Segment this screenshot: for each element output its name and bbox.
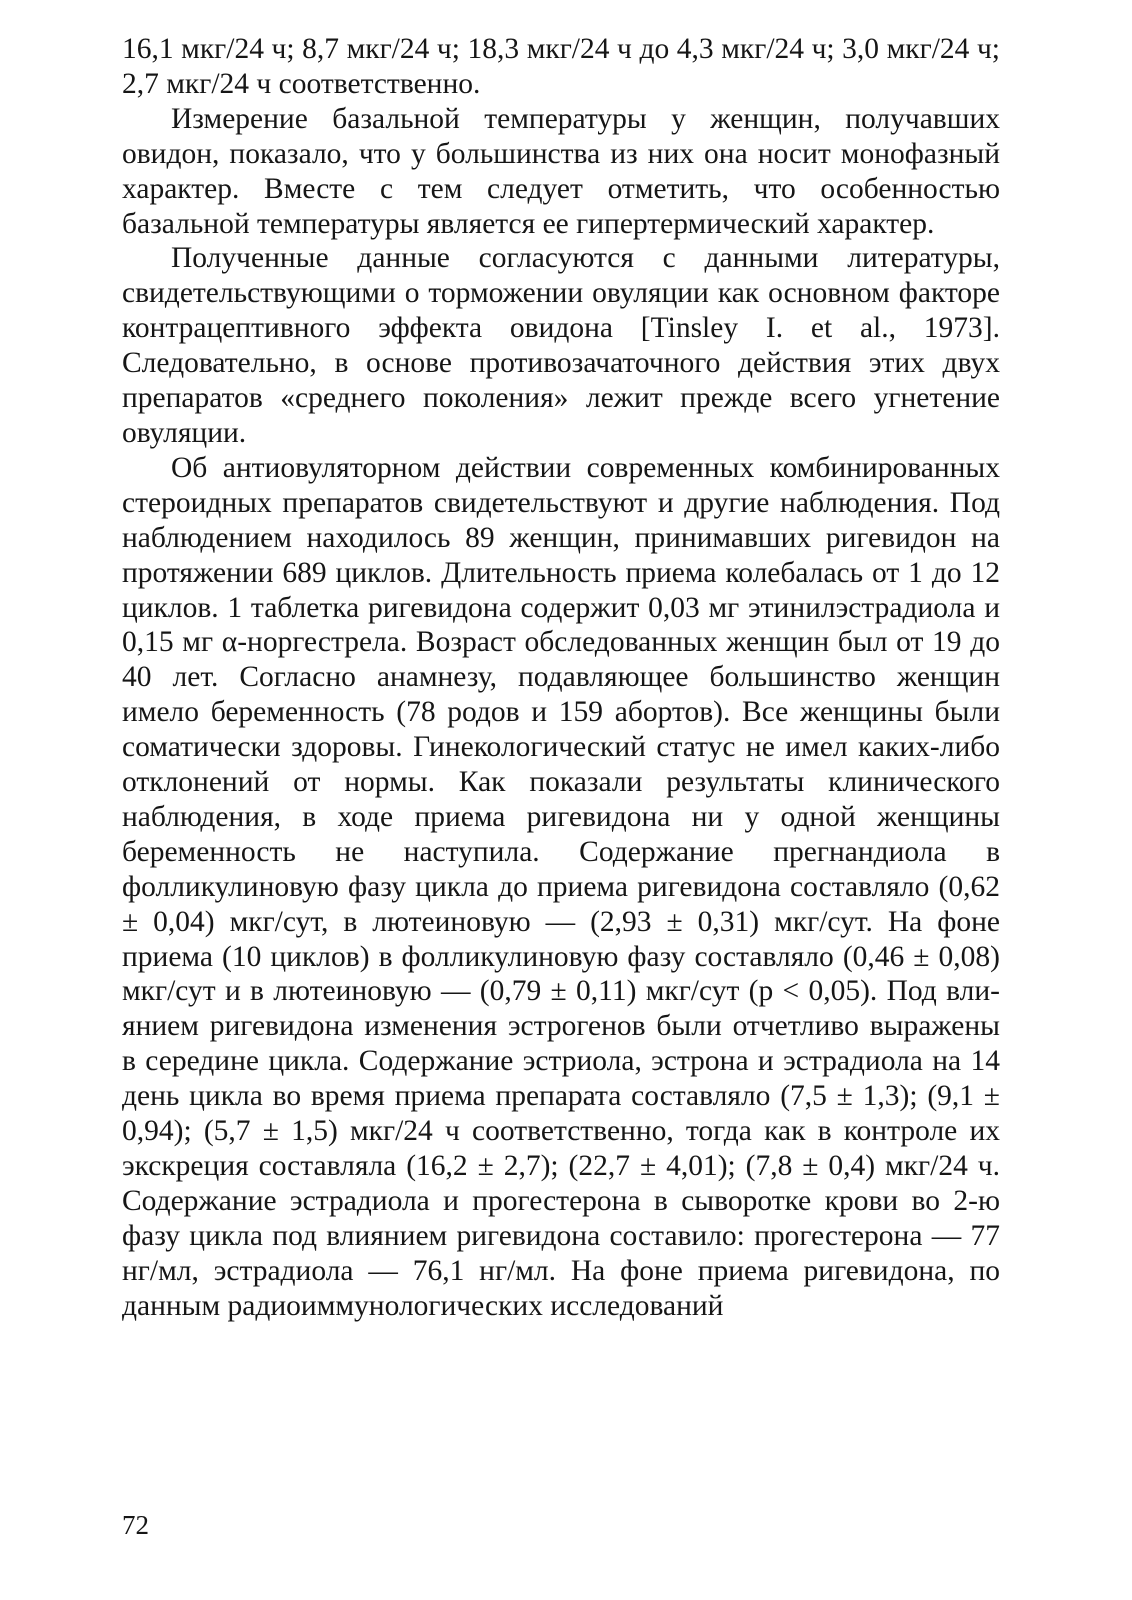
- paragraph-continuation: 16,1 мкг/24 ч; 8,7 мкг/24 ч; 18,3 мкг/24 ч до 4,3 мкг/24 ч; 3,0 мкг/24 ч; 2,7 мкг/24 ч соответственно.: [122, 33, 1000, 100]
- paragraph-literature-agreement: Полученные данные согласуются с данными литературы, свидетельствующими о торможении овуляции как основном факторе контрацептивного эффекта овидона [Tinsley I. et al., 1973]. Следовательно, в основе противозачаточного действия этих двух препаратов «среднего поколения» лежит прежде всего угнетение овуляции.: [122, 242, 1000, 449]
- page-number: 72: [122, 1510, 149, 1540]
- paragraph-antiovulatory-action: Об антиовуляторном действии современных комбинированных стероидных препаратов свидетельствуют и другие наблюдения. Под наблюдением находилось 89 женщин, принимавших ригевидон на протяжении 689 циклов. Длительность приема колебалась от 1 до 12 циклов. 1 таблетка ригевидона содержит 0,03 мг этинилэстрадиола и 0,15 мг α-норгестрела. Возраст обследованных женщин был от 19 до 40 лет. Согласно анамнезу, подавляющее большинство женщин имело беременность (78 родов и 159 абортов). Все женщины были соматически здоровы. Гинекологический статус не имел каких-либо отклонений от нормы. Как показали результаты клинического наблюдения, в ходе приема ригевидона ни у одной женщины беременность не наступила. Содержание прегнандиола в фолликулиновую фазу цикла до приема ригевидона составляло (0,62 ± 0,04) мкг/сут, в лютеиновую — (2,93 ± 0,31) мкг/сут. На фоне приема (10 циклов) в фолликулиновую фазу составляло (0,46 ± 0,08) мкг/сут и в лютеиновую — (0,79 ± 0,11) мкг/сут (p < 0,05). Под влиянием ригевидона изменения эстрогенов были отчетливо выражены в середине цикла. Содержание эстриола, эстрона и эстрадиола на 14 день цикла во время приема препарата составляло (7,5 ± 1,3); (9,1 ± 0,94); (5,7 ± 1,5) мкг/24 ч соответственно, тогда как в контроле их экскреция составляла (16,2 ± 2,7); (22,7 ± 4,01); (7,8 ± 0,4) мкг/24 ч. Содержание эстрадиола и прогестерона в сыворотке крови во 2-ю фазу цикла под влиянием ригевидона составило: прогестерона — 77 нг/мл, эстрадиола — 76,1 нг/мл. На фоне приема ригевидона, по данным радиоиммунологических исследований: [122, 451, 1000, 1322]
- body-text: [122, 32, 1000, 1324]
- paragraph-basal-temperature: Измерение базальной температуры у женщин, получавших овидон, показало, что у большинства из них она носит монофазный характер. Вместе с тем следует отметить, что особенностью базальной температуры является ее гипертермический характер.: [122, 102, 1000, 240]
